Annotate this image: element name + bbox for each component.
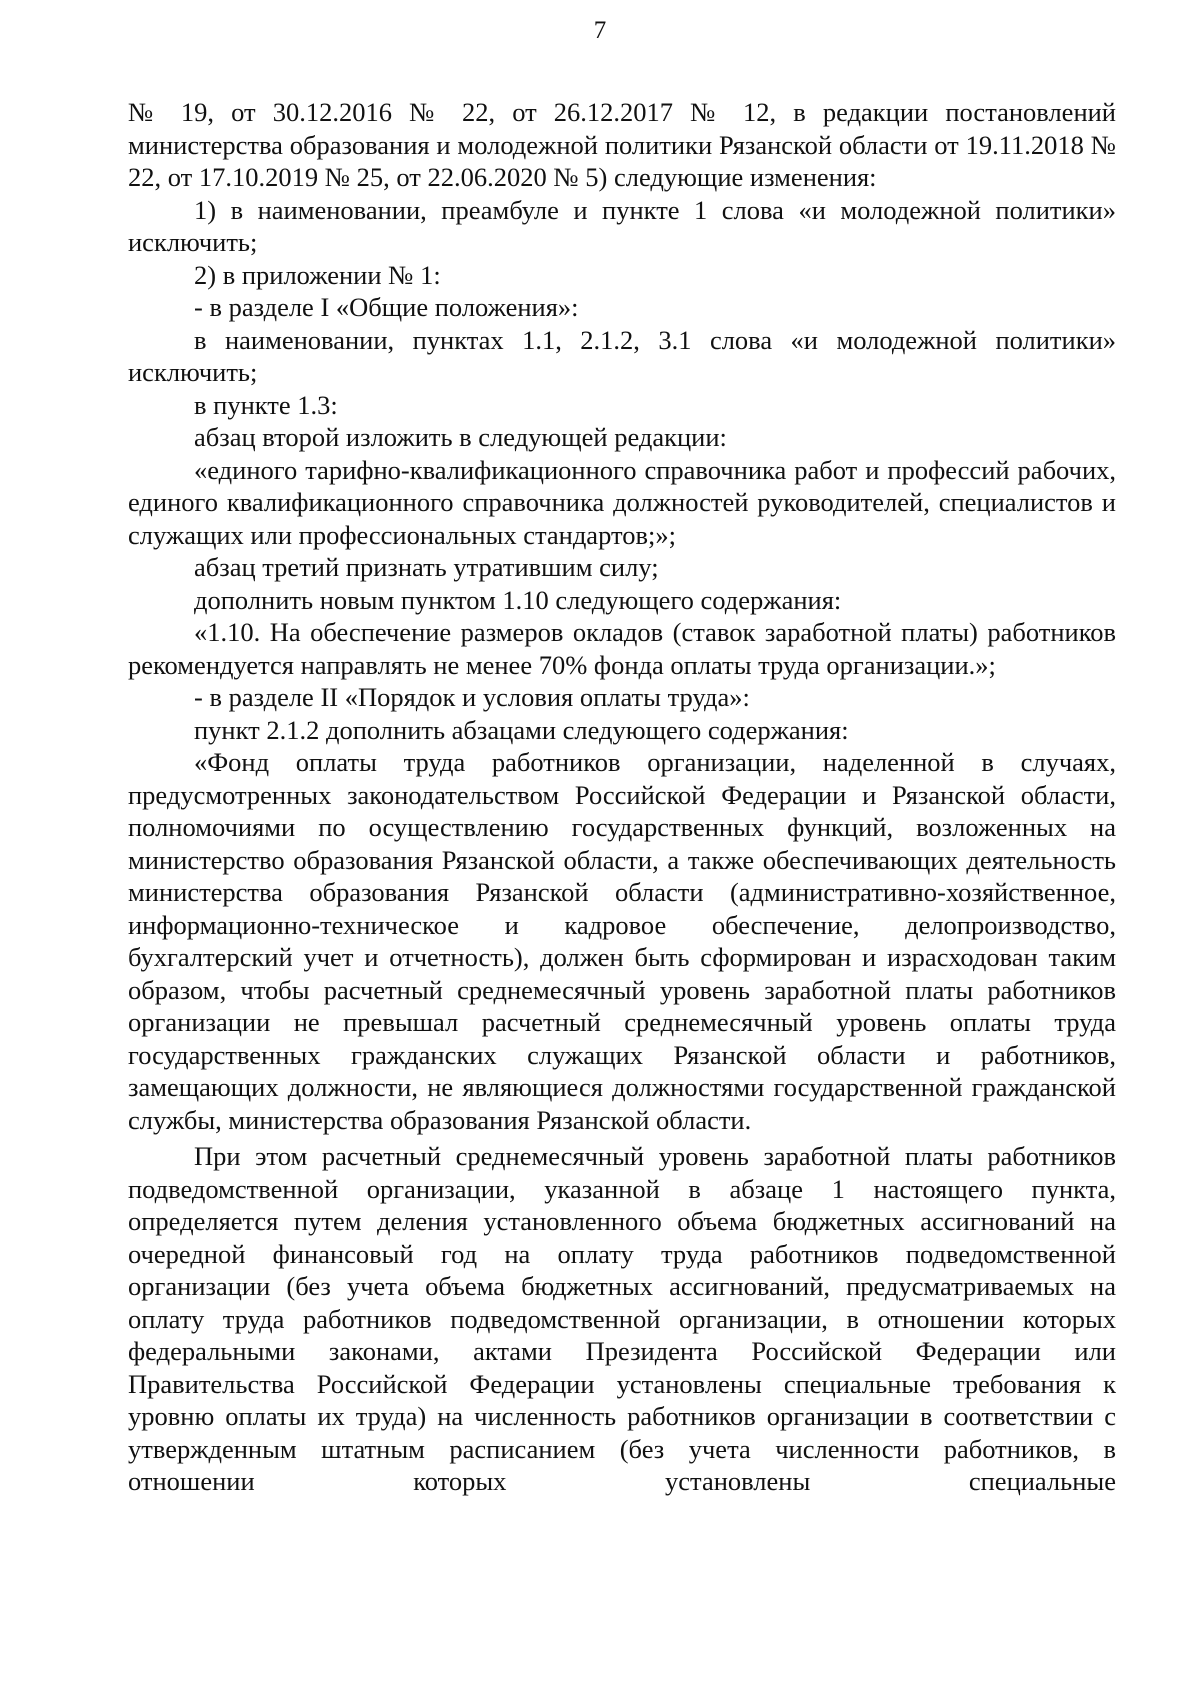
paragraph-section-2: - в разделе II «Порядок и условия оплаты труда»:	[194, 682, 750, 712]
document-body	[128, 96, 1116, 1498]
paragraph-naming: в наименовании, пунктах 1.1, 2.1.2, 3.1 слова «и молодежной политики» исключить;	[128, 324, 1116, 387]
paragraph-intro: № 19, от 30.12.2016 № 22, от 26.12.2017 № 12, в редакции постановлений министерства образования и молодежной политики Рязанской области от 19.11.2018 № 22, от 17.10.2019 № 25, от 22.06.2020 № 5) следующие изменения:	[128, 97, 1116, 192]
paragraph-point-2-1-2: пункт 2.1.2 дополнить абзацами следующего содержания:	[194, 714, 849, 745]
page-number: 7	[593, 17, 607, 44]
paragraph-abzac-2: абзац второй изложить в следующей редакции:	[194, 422, 727, 452]
paragraph-quote-fund: «Фонд оплаты труда работников организации, наделенной в случаях, предусмотренных законодательством Российской Федерации и Рязанской области, полномочиями по осуществлению государственных функций, возложенных на министерство образования Рязанской области, а также обеспечивающих деятельность министерства образования Рязанской области (административно-хозяйственное, информационно-техническое и кадровое обеспечение, делопроизводство, бухгалтерский учет и отчетность), должен быть сформирован и израсходован таким образом, чтобы расчетный среднемесячный уровень заработной платы работников организации не превышал расчетный среднемесячный уровень оплаты труда государственных гражданских служащих Рязанской области и работников, замещающих должности, не являющиеся должностями государственной гражданской службы, министерства образования Рязанской области.	[128, 747, 1116, 1135]
paragraph-abzac-3: абзац третий признать утратившим силу;	[194, 552, 659, 582]
paragraph-item-2: 2) в приложении № 1:	[194, 259, 441, 290]
paragraph-quote-1-10: «1.10. На обеспечение размеров окладов (ставок заработной платы) работников рекомендуется направлять не менее 70% фонда оплаты труда организации.»;	[128, 617, 1116, 680]
paragraph-add-1-10: дополнить новым пунктом 1.10 следующего содержания:	[194, 584, 842, 615]
paragraph-quote-tariff: «единого тарифно-квалификационного справочника работ и профессий рабочих, единого квалификационного справочника должностей руководителей, специалистов и служащих или профессиональных стандартов;»;	[128, 454, 1116, 550]
paragraph-section-1: - в разделе I «Общие положения»:	[194, 292, 579, 322]
paragraph-point-1-3: в пункте 1.3:	[194, 389, 338, 420]
paragraph-calculation: При этом расчетный среднемесячный уровень заработной платы работников подведомственной организации, указанной в абзаце 1 настоящего пункта, определяется путем деления установленного объема бюджетных ассигнований на очередной финансовый год на оплату труда работников подведомственной организации (без учета объема бюджетных ассигнований, предусматриваемых на оплату труда работников подведомственной организации, в отношении которых федеральными законами, актами Президента Российской Федерации или Правительства Российской Федерации установлены специальные требования к уровню оплаты их труда) на численность работников организации в соответствии с утвержденным штатным расписанием (без учета численности работников, в отношении которых установлены специальные	[128, 1141, 1116, 1496]
paragraph-item-1: 1) в наименовании, преамбуле и пункте 1 слова «и молодежной политики» исключить;	[128, 194, 1116, 257]
